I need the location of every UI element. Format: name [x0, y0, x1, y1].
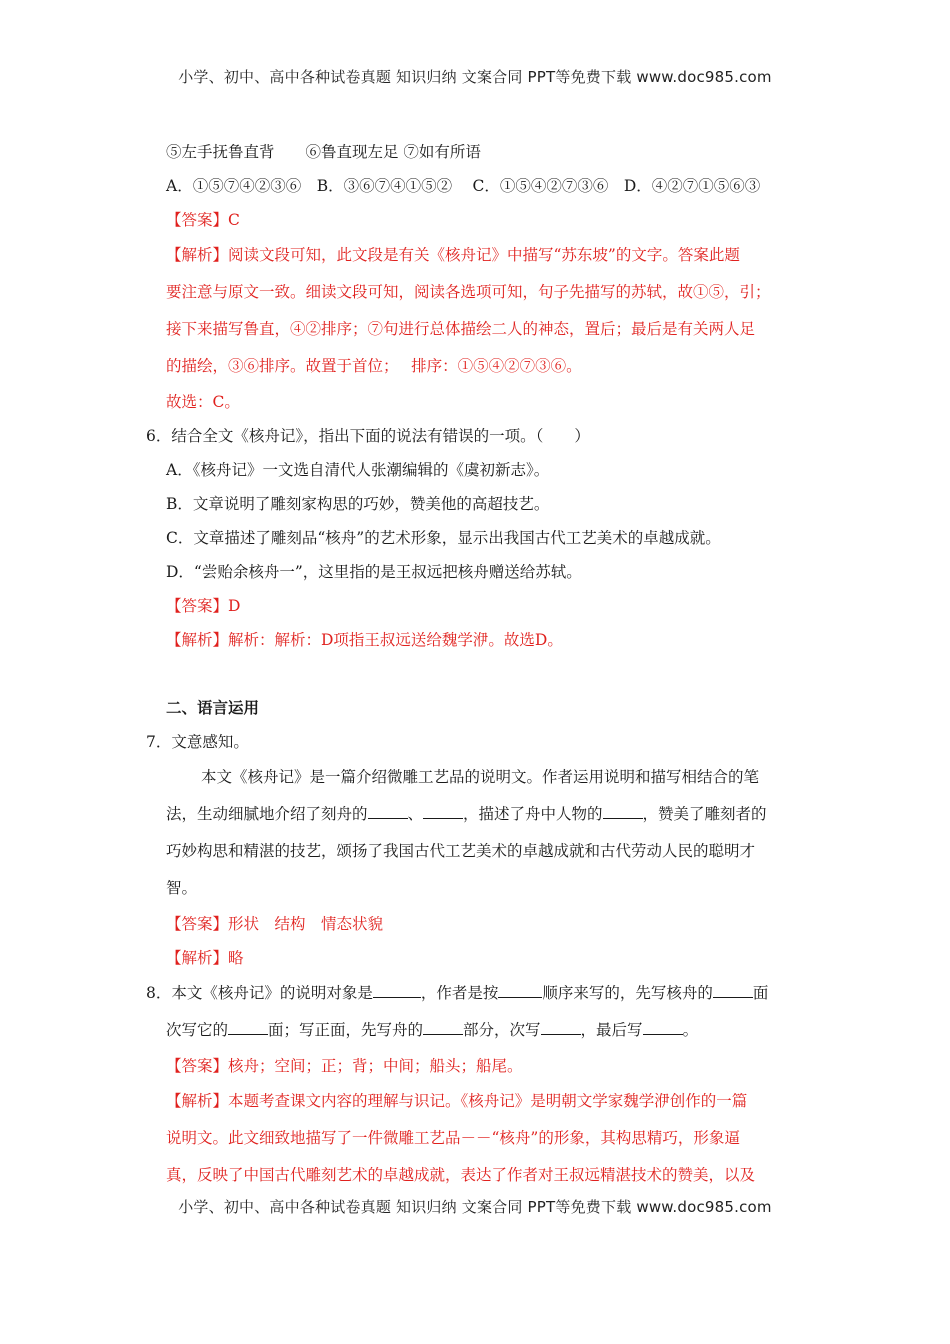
- q7-text: 、: [407, 805, 424, 823]
- fill-blank: [423, 802, 463, 819]
- fill-blank: [713, 981, 753, 998]
- q7-text: ，赞美了雕刻者的: [642, 805, 767, 823]
- q8-text: 面；写正面，先写舟的: [268, 1021, 424, 1039]
- q5-answer: 【答案】C: [166, 211, 240, 229]
- q5-select: 故选：C。: [166, 393, 240, 411]
- section-gap: [0, 657, 950, 691]
- q7-paragraph-line-3: 巧妙构思和精湛的技艺，颂扬了我国古代工艺美术的卓越成就和古代劳动人民的聪明才: [166, 842, 756, 860]
- q7-stem: 7．文意感知。: [146, 733, 249, 751]
- q8-analysis-line-3: 真，反映了中国古代雕刻艺术的卓越成就，表达了作者对王叔远精湛技术的赞美，以及: [166, 1166, 756, 1184]
- page-header: 小学、初中、高中各种试卷真题 知识归纳 文案合同 PPT等免费下载 www.doc985.com: [178, 68, 772, 86]
- q8-text: 8．本文《核舟记》的说明对象是: [146, 984, 373, 1002]
- fill-blank: [603, 802, 643, 819]
- q6-analysis: 【解析】解析：解析：D项指王叔远送给魏学洢。故选D。: [166, 631, 563, 649]
- q5-analysis-line-1: 【解析】阅读文段可知，此文段是有关《核舟记》中描写“苏东坡”的文字。答案此题: [166, 246, 740, 264]
- q6-option-c: C．文章描述了雕刻品“核舟”的艺术形象，显示出我国古代工艺美术的卓越成就。: [166, 529, 721, 547]
- q5-items-line: ⑤左手抚鲁直背 ⑥鲁直现左足 ⑦如有所语: [166, 143, 481, 161]
- q8-text: 。: [682, 1021, 699, 1039]
- fill-blank: [423, 1018, 463, 1035]
- fill-blank: [541, 1018, 581, 1035]
- q8-text: 次写它的: [166, 1021, 229, 1039]
- q5-analysis-line-3: 接下来描写鲁直，④②排序；⑦句进行总体描绘二人的神态，置后；最后是有关两人足: [166, 320, 756, 338]
- q8-text: 部分，次写: [463, 1021, 541, 1039]
- q7-answer: 【答案】形状 结构 情态状貌: [166, 915, 384, 933]
- q7-paragraph-line-1: 本文《核舟记》是一篇介绍微雕工艺品的说明文。作者运用说明和描写相结合的笔: [201, 768, 760, 786]
- q7-paragraph-line-2: [0, 796, 950, 833]
- q7-text: ，描述了舟中人物的: [463, 805, 603, 823]
- q8-line-2: [0, 1012, 950, 1049]
- q6-option-d: D．“尝贻余核舟一”，这里指的是王叔远把核舟赠送给苏轼。: [166, 563, 582, 581]
- q7-text: 法，生动细腻地介绍了刻舟的: [166, 805, 368, 823]
- fill-blank: [498, 981, 542, 998]
- fill-blank: [368, 802, 408, 819]
- q8-text: ，作者是按: [420, 984, 499, 1002]
- q6-option-a: A．《核舟记》一文选自清代人张潮编辑的《虞初新志》。: [166, 461, 550, 479]
- q8-answer: 【答案】核舟；空间；正；背；中间；船头；船尾。: [166, 1057, 523, 1075]
- fill-blank: [373, 981, 421, 998]
- q8-text: 顺序来写的，先写核舟的: [542, 984, 713, 1002]
- section-title: 二、语言运用: [166, 699, 260, 717]
- page-footer: 小学、初中、高中各种试卷真题 知识归纳 文案合同 PPT等免费下载 www.doc985.com: [178, 1198, 772, 1216]
- q5-analysis-line-2: 要注意与原文一致。细读文段可知，阅读各选项可知，句子先描写的苏轼，故①⑤，引；: [166, 283, 771, 301]
- q8-text: 面: [752, 984, 769, 1002]
- fill-blank: [643, 1018, 683, 1035]
- q5-analysis-line-4: 的描绘，③⑥排序。故置于首位； 排序：①⑤④②⑦③⑥。: [166, 357, 582, 375]
- q6-answer: 【答案】D: [166, 597, 241, 615]
- q6-stem: 6．结合全文《核舟记》，指出下面的说法有错误的一项。（ ）: [146, 427, 590, 445]
- q8-analysis-line-1: 【解析】本题考查课文内容的理解与识记。《核舟记》是明朝文学家魏学洢创作的一篇: [166, 1092, 748, 1110]
- q8-analysis-line-2: 说明文。此文细致地描写了一件微雕工艺品－－“核舟”的形象，其构思精巧，形象逼: [166, 1129, 740, 1147]
- q7-paragraph-line-4: 智。: [166, 879, 198, 897]
- q8-text: ，最后写: [580, 1021, 643, 1039]
- q6-option-b: B．文章说明了雕刻家构思的巧妙，赞美他的高超技艺。: [166, 495, 550, 513]
- fill-blank: [228, 1018, 268, 1035]
- q8-line-1: [0, 975, 950, 1012]
- document-body: [0, 135, 950, 1194]
- q5-options-line: A．①⑤⑦④②③⑥ B．③⑥⑦④①⑤② C．①⑤④②⑦③⑥ D．④②⑦①⑤⑥③: [166, 177, 761, 195]
- q7-analysis: 【解析】略: [166, 949, 244, 967]
